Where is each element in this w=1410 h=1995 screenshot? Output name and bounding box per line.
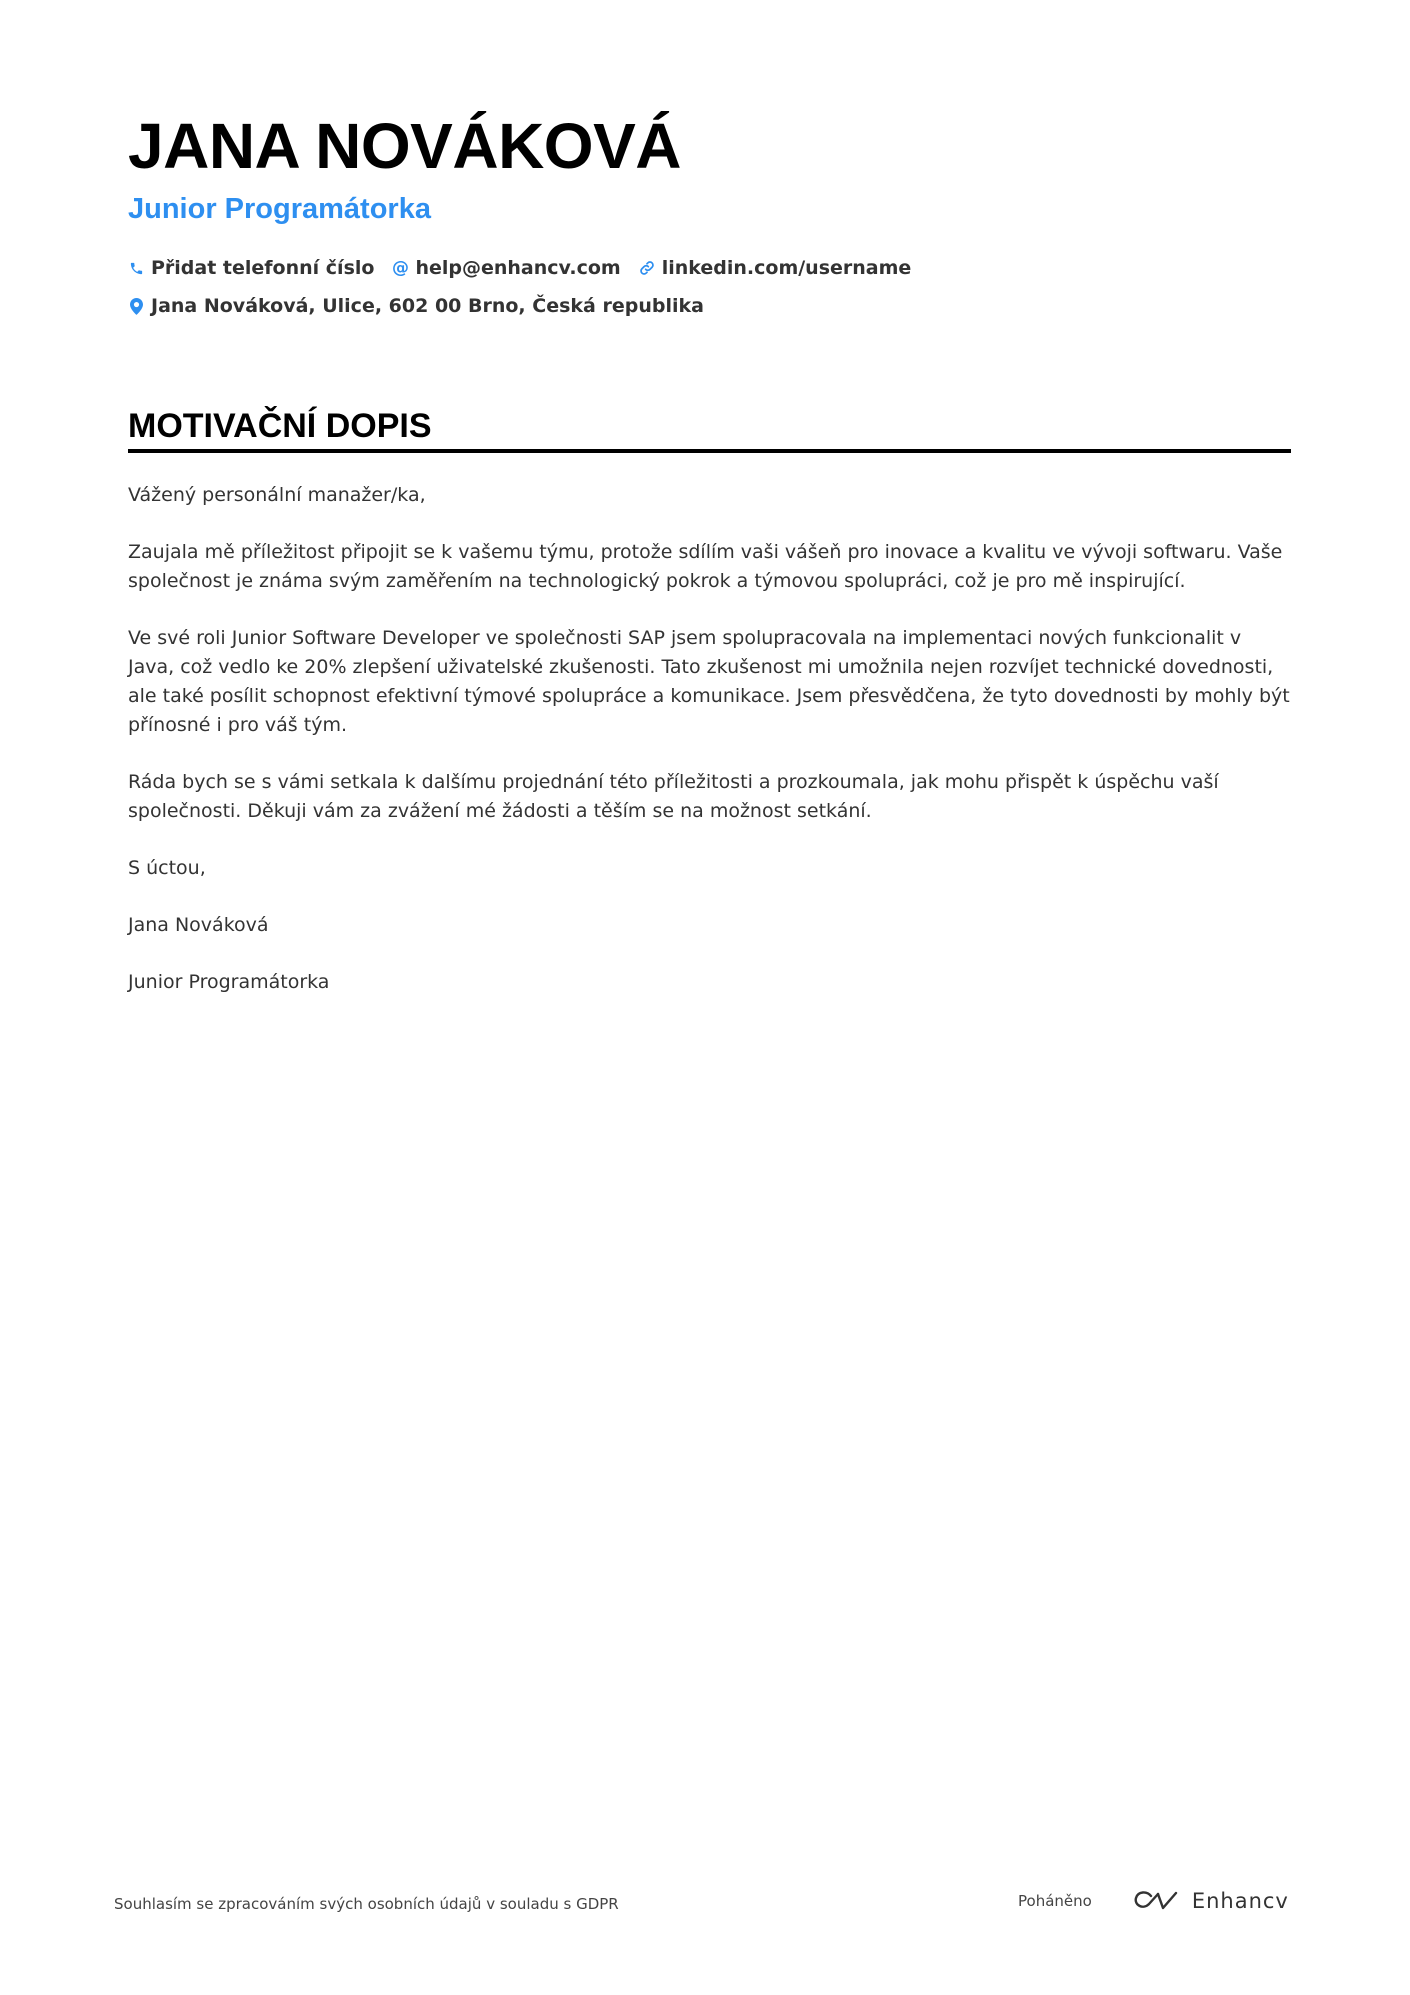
contact-email <box>392 257 620 279</box>
contact-phone <box>128 257 374 279</box>
letter-greeting: Vážený personální manažer/ka, <box>128 484 426 506</box>
gdpr-consent: Souhlasím se zpracováním svých osobních údajů v souladu s GDPR <box>114 1895 619 1913</box>
letter-body <box>128 481 1291 1025</box>
address-label: Jana Nováková, Ulice, 602 00 Brno, Česká republika <box>151 295 704 317</box>
phone-label[interactable]: Přidat telefonní číslo <box>151 257 375 279</box>
contact-info <box>128 252 929 328</box>
location-pin-icon <box>128 298 144 314</box>
powered-by[interactable] <box>1018 1888 1289 1914</box>
section-title: MOTIVAČNÍ DOPIS <box>128 407 432 445</box>
letter-paragraph: Zaujala mě příležitost připojit se k vašemu týmu, protože sdílím vaši vášeň pro inovace a kvalitu ve vývoji softwaru. Vaše společnost je známa svým zaměřením na technologický pokrok a týmovou spolupráci, což je pro mě inspirující. <box>128 541 1283 592</box>
phone-icon <box>128 260 144 276</box>
brand[interactable] <box>1132 1888 1289 1914</box>
contact-linkedin <box>639 257 912 279</box>
letter-closing: S úctou, <box>128 857 206 879</box>
signature-title: Junior Programátorka <box>128 971 330 993</box>
email-label[interactable]: help@enhancv.com <box>415 257 621 279</box>
letter-paragraph: Ráda bych se s vámi setkala k dalšímu projednání této příležitosti a prozkoumala, jak mohu přispět k úspěchu vaší společnosti. Děkuji vám za zvážení mé žádosti a těším se na možnost setkání. <box>128 771 1219 822</box>
link-icon <box>639 260 655 276</box>
contact-address <box>128 295 704 317</box>
section-divider <box>128 449 1291 453</box>
at-icon: @ <box>391 257 409 278</box>
enhancv-logo-icon <box>1132 1888 1180 1914</box>
contact-row-address <box>128 290 929 322</box>
brand-name: Enhancv <box>1191 1889 1289 1913</box>
linkedin-label[interactable]: linkedin.com/username <box>661 257 912 279</box>
powered-by-label: Poháněno <box>1018 1892 1092 1910</box>
letter-paragraph: Ve své roli Junior Software Developer ve společnosti SAP jsem spolupracovala na implementaci nových funkcionalit v Java, což vedlo ke 20% zlepšení uživatelské zkušenosti. Tato zkušenost mi umožnila nejen rozvíjet technické dovednosti, ale také posílit schopnost efektivní týmové spolupráce a komunikace. Jsem přesvědčena, že tyto dovednosti by mohly být přínosné i pro váš tým. <box>128 627 1290 736</box>
contact-row-primary <box>128 252 929 284</box>
signature-name: Jana Nováková <box>128 914 269 936</box>
candidate-title: Junior Programátorka <box>128 193 431 225</box>
candidate-name: JANA NOVÁKOVÁ <box>128 110 681 182</box>
